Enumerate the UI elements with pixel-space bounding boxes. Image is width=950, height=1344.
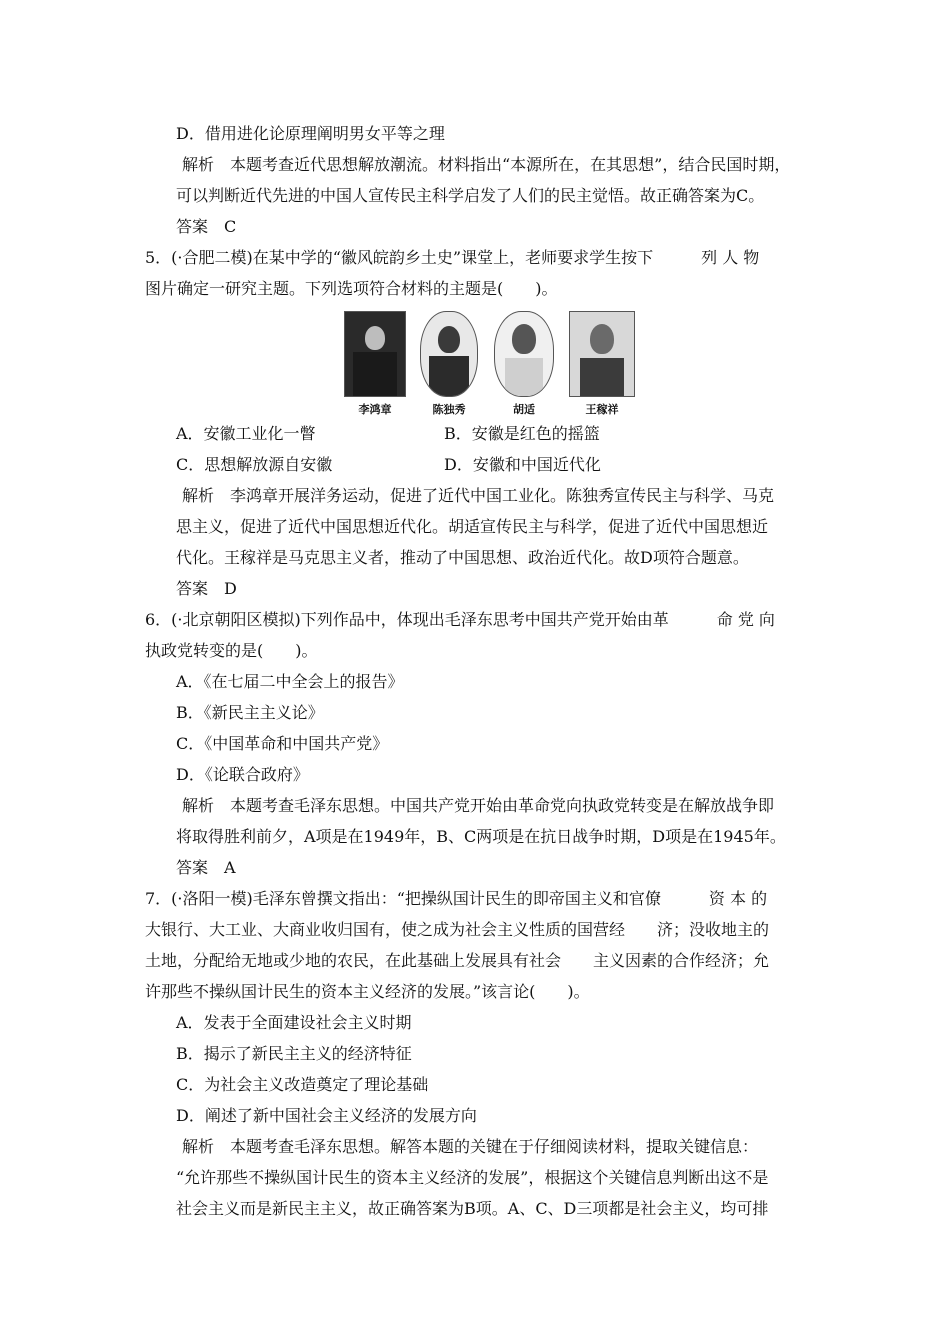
q5-analysis-line-3: 代化。王稼祥是马克思主义者，推动了中国思想、政治近代化。故D项符合题意。 — [176, 548, 749, 567]
portrait-label-1: 李鸿章 — [358, 403, 392, 416]
q7-stem-line-1: 7．(·洛阳一模)毛泽东曾撰文指出：“把操纵国计民生的即帝国主义和官僚 资 本 的 — [145, 889, 768, 908]
q5-stem-line-2: 图片确定一研究主题。下列选项符合材料的主题是( )。 — [145, 279, 558, 298]
portrait-label-2: 陈独秀 — [432, 403, 466, 416]
q6-option-c: C．《中国革命和中国共产党》 — [176, 734, 389, 753]
portrait-figure — [344, 311, 636, 417]
q7-option-b: B．揭示了新民主主义的经济特征 — [176, 1044, 412, 1063]
q4-answer: 答案 C — [176, 217, 237, 236]
q7-option-d: D．阐述了新中国社会主义经济的发展方向 — [176, 1106, 477, 1125]
q7-analysis-line-2: “允许那些不操纵国计民生的资本主义经济的发展”，根据这个关键信息判断出这不是 — [176, 1168, 769, 1187]
q7-option-c: C．为社会主义改造奠定了理论基础 — [176, 1075, 429, 1094]
q6-stem-line-1: 6．(·北京朝阳区模拟)下列作品中，体现出毛泽东思考中国共产党开始由革 命 党 向 — [145, 610, 775, 629]
q6-option-a: A．《在七届二中全会上的报告》 — [176, 672, 404, 691]
q7-analysis-line-3: 社会主义而是新民主主义，故正确答案为B项。A、C、D三项都是社会主义，均可排 — [176, 1199, 769, 1218]
q7-stem-line-4: 许那些不操纵国计民生的资本主义经济的发展。”该言论( )。 — [145, 982, 590, 1001]
q5-answer: 答案 D — [176, 579, 237, 598]
q6-analysis-line-1: 解析 本题考查毛泽东思想。中国共产党开始由革命党向执政党转变是在解放战争即 — [182, 796, 775, 815]
q5-option-d: D．安徽和中国近代化 — [444, 455, 601, 474]
q7-analysis-line-1: 解析 本题考查毛泽东思想。解答本题的关键在于仔细阅读材料，提取关键信息： — [182, 1137, 759, 1156]
portrait-photo-1 — [344, 311, 406, 397]
q5-option-a: A．安徽工业化一瞥 — [176, 424, 316, 443]
q5-option-c: C．思想解放源自安徽 — [176, 455, 333, 474]
q6-option-b: B．《新民主主义论》 — [176, 703, 324, 722]
portrait-photo-4 — [569, 311, 635, 397]
portrait-photo-3 — [494, 311, 554, 397]
q5-analysis-line-2: 思主义，促进了近代中国思想近代化。胡适宣传民主与科学，促进了近代中国思想近 — [176, 517, 769, 536]
q7-option-a: A．发表于全面建设社会主义时期 — [176, 1013, 412, 1032]
q6-option-d: D．《论联合政府》 — [176, 765, 309, 784]
q5-option-b: B．安徽是红色的摇篮 — [444, 424, 600, 443]
q7-stem-line-2: 大银行、大工业、大商业收归国有，使之成为社会主义性质的国营经 济；没收地主的 — [145, 920, 770, 939]
portrait-photo-2 — [420, 311, 478, 397]
q6-analysis-line-2: 将取得胜利前夕，A项是在1949年，B、C两项是在抗日战争时期，D项是在1945年。 — [176, 827, 786, 846]
portrait-label-3: 胡适 — [513, 403, 535, 416]
q6-answer: 答案 A — [176, 858, 236, 877]
q4-analysis-line-1: 解析 本题考查近代思想解放潮流。材料指出“本源所在，在其思想”，结合民国时期， — [182, 155, 791, 174]
q4-analysis-line-2: 可以判断近代先进的中国人宣传民主科学启发了人们的民主觉悟。故正确答案为C。 — [176, 186, 765, 205]
q6-stem-line-2: 执政党转变的是( )。 — [145, 641, 318, 660]
q5-analysis-line-1: 解析 李鸿章开展洋务运动，促进了近代中国工业化。陈独秀宣传民主与科学、马克 — [182, 486, 775, 505]
portrait-label-4: 王稼祥 — [585, 403, 619, 416]
q5-stem-line-1: 5．(·合肥二模)在某中学的“徽风皖韵乡土史”课堂上，老师要求学生按下 列 人 物 — [145, 248, 760, 267]
q7-stem-line-3: 土地，分配给无地或少地的农民，在此基础上发展具有社会 主义因素的合作经济；允 — [145, 951, 770, 970]
q4-option-d: D．借用进化论原理阐明男女平等之理 — [176, 124, 445, 143]
